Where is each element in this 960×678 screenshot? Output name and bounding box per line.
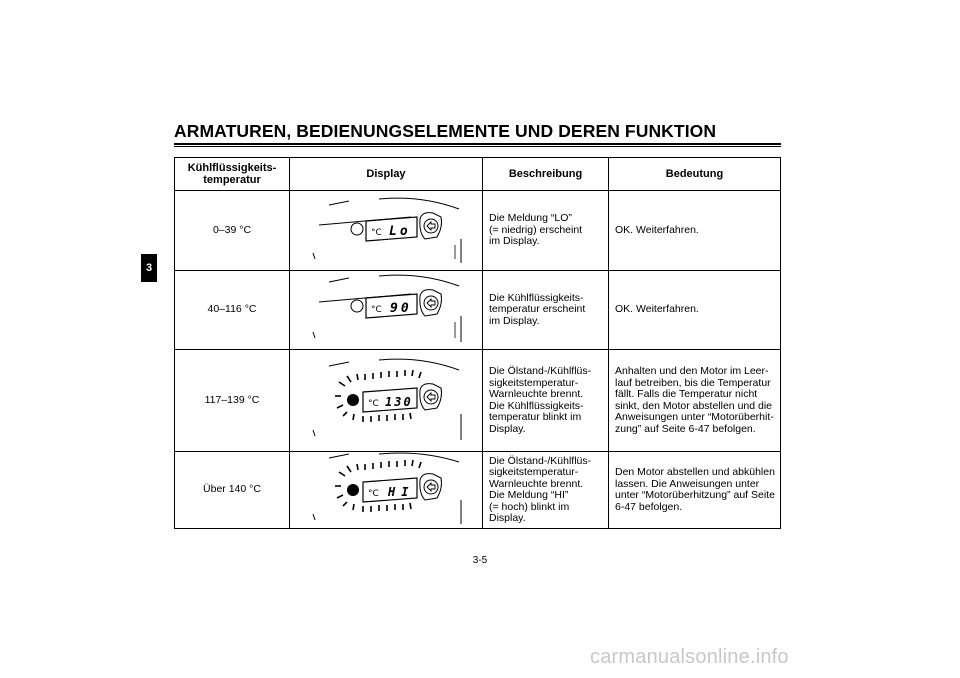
arrow-button-icon	[420, 290, 442, 316]
chapter-tab: 3	[141, 254, 157, 282]
table-row	[175, 350, 781, 452]
watermark[interactable]: carmanualsonline.info	[590, 646, 789, 668]
description-cell: Die Meldung “LO” (= niedrig) erscheint im Display.	[483, 191, 609, 271]
column-header-temperature: Kühlflüssigkeits- temperatur	[175, 158, 290, 191]
display-reading: HI	[388, 485, 415, 499]
arrow-button-icon	[420, 474, 442, 500]
display-unit: °C	[368, 398, 379, 409]
meaning-cell: Den Motor abstellen und abkühlen lassen. Die Anweisungen unter unter “Motorüberhitzung” auf Seite 6-47 befolgen.	[609, 452, 781, 529]
arrow-button-icon	[420, 212, 442, 238]
display-reading: Lo	[389, 223, 411, 239]
arrow-button-icon	[420, 383, 442, 409]
display-illustration	[291, 272, 481, 348]
warning-light-icon	[347, 484, 359, 496]
title-rule-thin	[174, 146, 781, 147]
display-reading: 90	[390, 301, 412, 316]
display-cell	[290, 191, 483, 271]
display-cell	[290, 452, 483, 529]
warning-light-icon	[351, 223, 363, 235]
table-row	[175, 191, 781, 271]
display-illustration	[291, 452, 481, 528]
temperature-cell: 0–39 °C	[175, 191, 290, 271]
display-unit: °C	[371, 305, 382, 315]
table-row	[175, 271, 781, 350]
column-header-description: Beschreibung	[483, 158, 609, 191]
table-header-row	[175, 158, 781, 191]
temperature-cell: 117–139 °C	[175, 350, 290, 452]
display-cell	[290, 350, 483, 452]
display-unit: °C	[368, 489, 379, 499]
warning-light-icon	[351, 300, 363, 312]
meaning-cell: OK. Weiterfahren.	[609, 271, 781, 350]
table-row	[175, 452, 781, 529]
column-header-display: Display	[290, 158, 483, 191]
display-illustration	[291, 193, 481, 269]
column-header-meaning: Bedeutung	[609, 158, 781, 191]
page-title: ARMATUREN, BEDIENUNGSELEMENTE UND DEREN FUNKTION	[174, 121, 717, 141]
display-cell	[290, 271, 483, 350]
display-illustration	[291, 356, 481, 446]
page-number: 3-5	[472, 555, 488, 566]
description-cell: Die Kühlflüssigkeits- temperatur erscheint im Display.	[483, 271, 609, 350]
title-rule	[174, 143, 781, 145]
description-cell: Die Ölstand-/Kühlflüs- sigkeitstemperatur- Warnleuchte brennt. Die Kühlflüssigkeits- temperatur blinkt im Display.	[483, 350, 609, 452]
coolant-temperature-table	[174, 157, 781, 529]
temperature-cell: Über 140 °C	[175, 452, 290, 529]
display-unit: °C	[371, 227, 382, 238]
meaning-cell: Anhalten und den Motor im Leer- lauf betreiben, bis die Temperatur fällt. Falls die Temperatur nicht sinkt, den Motor abstellen und die Anweisungen unter “Motorüberhit- zung” auf Seite 6-47 befolgen.	[609, 350, 781, 452]
display-reading: 130	[385, 394, 413, 409]
description-cell: Die Ölstand-/Kühlflüs- sigkeitstemperatur- Warnleuchte brennt. Die Meldung “HI” (= hoch) blinkt im Display.	[483, 452, 609, 529]
warning-light-icon	[347, 394, 359, 406]
meaning-cell: OK. Weiterfahren.	[609, 191, 781, 271]
temperature-cell: 40–116 °C	[175, 271, 290, 350]
